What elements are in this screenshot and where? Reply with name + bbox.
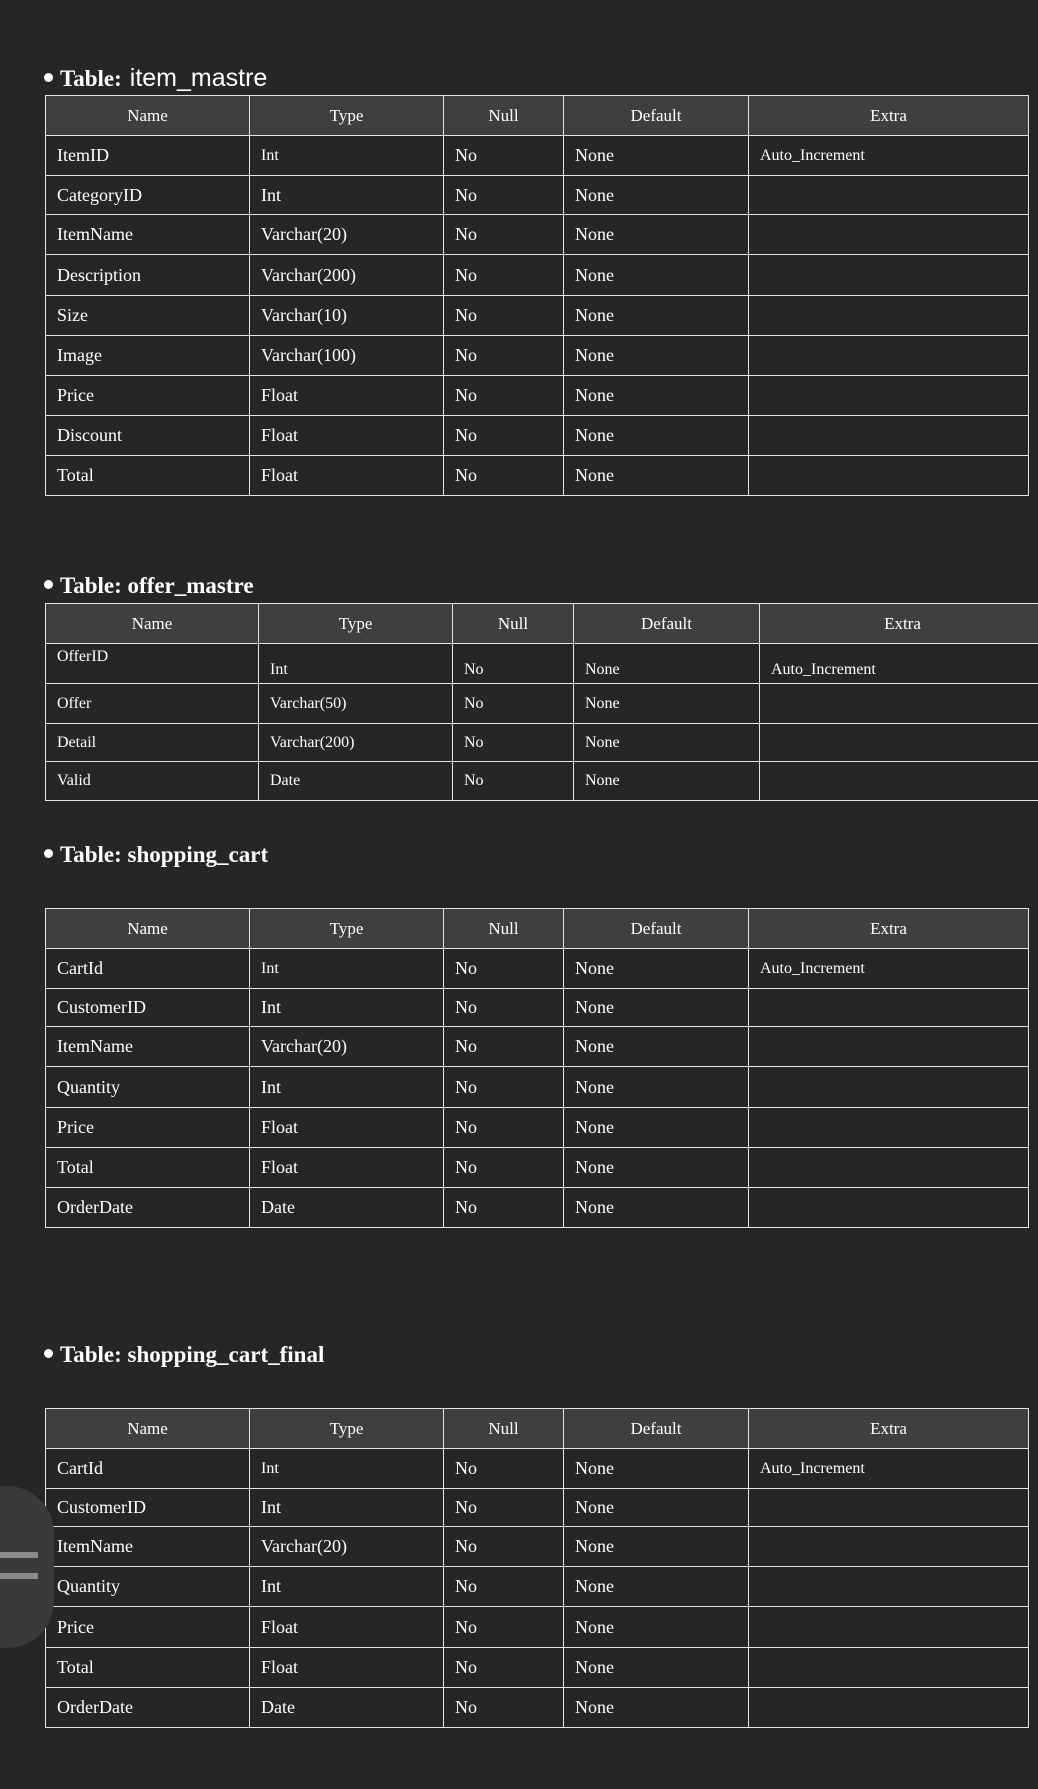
cell-type: Float bbox=[250, 1108, 444, 1148]
cell-name: Quantity bbox=[46, 1067, 250, 1108]
table-header-row bbox=[46, 1409, 1029, 1449]
column-header-null: Null bbox=[444, 909, 564, 949]
cell-name: OfferID bbox=[46, 644, 259, 684]
cell-default: None bbox=[564, 416, 749, 456]
cell-extra: Auto_Increment bbox=[749, 136, 1029, 176]
cell-default: None bbox=[564, 1607, 749, 1648]
cell-default: None bbox=[564, 1449, 749, 1489]
cell-type: Varchar(50) bbox=[259, 684, 453, 724]
cell-name: Image bbox=[46, 336, 250, 376]
column-header-default: Default bbox=[564, 96, 749, 136]
table-row bbox=[46, 762, 1038, 801]
cell-default: None bbox=[564, 296, 749, 336]
cell-name: ItemName bbox=[46, 1527, 250, 1567]
table-header-row bbox=[46, 909, 1029, 949]
column-header-default: Default bbox=[564, 1409, 749, 1449]
column-header-null: Null bbox=[444, 96, 564, 136]
column-header-extra: Extra bbox=[749, 1409, 1029, 1449]
table-heading-shopping-cart bbox=[44, 841, 268, 869]
cell-name: Detail bbox=[46, 724, 259, 762]
cell-extra bbox=[749, 989, 1029, 1027]
cell-type: Int bbox=[259, 644, 453, 684]
cell-null: No bbox=[444, 1567, 564, 1607]
cell-default: None bbox=[564, 376, 749, 416]
cell-default: None bbox=[564, 989, 749, 1027]
heading-table-name: shopping_cart bbox=[127, 842, 269, 867]
column-header-extra: Extra bbox=[749, 909, 1029, 949]
table-row bbox=[46, 336, 1029, 376]
cell-null: No bbox=[444, 215, 564, 255]
schema-table-offer-mastre bbox=[45, 603, 1038, 801]
cell-type: Varchar(20) bbox=[250, 1527, 444, 1567]
bullet-icon bbox=[44, 580, 53, 589]
cell-default: None bbox=[564, 1648, 749, 1688]
table-row bbox=[46, 1108, 1029, 1148]
cell-type: Int bbox=[250, 1449, 444, 1489]
cell-type: Date bbox=[250, 1188, 444, 1228]
cell-type: Date bbox=[250, 1688, 444, 1728]
cell-null: No bbox=[444, 1148, 564, 1188]
cell-extra bbox=[749, 1688, 1029, 1728]
cell-default: None bbox=[564, 456, 749, 496]
table-row bbox=[46, 1567, 1029, 1607]
cell-name: Total bbox=[46, 1648, 250, 1688]
cell-type: Float bbox=[250, 1648, 444, 1688]
column-header-type: Type bbox=[250, 96, 444, 136]
column-header-type: Type bbox=[250, 909, 444, 949]
cell-default: None bbox=[574, 684, 760, 724]
cell-default: None bbox=[564, 1148, 749, 1188]
cell-name: ItemID bbox=[46, 136, 250, 176]
cell-default: None bbox=[564, 1527, 749, 1567]
cell-null: No bbox=[444, 1607, 564, 1648]
table-header-row bbox=[46, 604, 1038, 644]
cell-default: None bbox=[564, 176, 749, 215]
cell-null: No bbox=[444, 1648, 564, 1688]
table-heading-item-mastre bbox=[44, 64, 267, 93]
cell-null: No bbox=[444, 1688, 564, 1728]
column-header-type: Type bbox=[259, 604, 453, 644]
heading-table-name: item_mastre bbox=[129, 64, 268, 92]
cell-extra: Auto_Increment bbox=[749, 949, 1029, 989]
column-header-extra: Extra bbox=[760, 604, 1038, 644]
cell-extra: Auto_Increment bbox=[749, 1449, 1029, 1489]
cell-type: Int bbox=[250, 1567, 444, 1607]
heading-label: Table: bbox=[60, 1342, 122, 1367]
table-row bbox=[46, 949, 1029, 989]
cell-null: No bbox=[444, 989, 564, 1027]
cell-null: No bbox=[444, 1489, 564, 1527]
cell-type: Int bbox=[250, 136, 444, 176]
cell-extra bbox=[749, 1567, 1029, 1607]
cell-extra bbox=[749, 376, 1029, 416]
cell-default: None bbox=[564, 215, 749, 255]
table-row bbox=[46, 1489, 1029, 1527]
cell-type: Int bbox=[250, 949, 444, 989]
cell-name: Price bbox=[46, 376, 250, 416]
cell-type: Varchar(10) bbox=[250, 296, 444, 336]
bullet-icon bbox=[44, 1349, 53, 1358]
cell-null: No bbox=[444, 336, 564, 376]
heading-table-name: shopping_cart_final bbox=[127, 1342, 325, 1367]
cell-extra bbox=[760, 762, 1038, 801]
cell-name: Quantity bbox=[46, 1567, 250, 1607]
cell-name: OrderDate bbox=[46, 1688, 250, 1728]
cell-null: No bbox=[444, 255, 564, 296]
cell-extra bbox=[749, 215, 1029, 255]
table-row bbox=[46, 176, 1029, 215]
table-row bbox=[46, 1688, 1029, 1728]
cell-name: Valid bbox=[46, 762, 259, 801]
cell-extra: Auto_Increment bbox=[760, 644, 1038, 684]
cell-default: None bbox=[564, 1188, 749, 1228]
cell-null: No bbox=[453, 684, 574, 724]
cell-name: Offer bbox=[46, 684, 259, 724]
cell-extra bbox=[749, 255, 1029, 296]
table-row bbox=[46, 1607, 1029, 1648]
table-row bbox=[46, 989, 1029, 1027]
cell-type: Float bbox=[250, 416, 444, 456]
cell-name: Total bbox=[46, 456, 250, 496]
cell-name: ItemName bbox=[46, 215, 250, 255]
cell-null: No bbox=[444, 136, 564, 176]
cell-default: None bbox=[564, 949, 749, 989]
schema-table-shopping-cart-final bbox=[45, 1408, 1029, 1728]
cell-default: None bbox=[564, 336, 749, 376]
cell-extra bbox=[749, 1108, 1029, 1148]
cell-null: No bbox=[453, 762, 574, 801]
cell-type: Date bbox=[259, 762, 453, 801]
cell-null: No bbox=[453, 644, 574, 684]
cell-name: Price bbox=[46, 1108, 250, 1148]
table-row bbox=[46, 416, 1029, 456]
cell-null: No bbox=[444, 949, 564, 989]
cell-null: No bbox=[444, 1067, 564, 1108]
cell-extra bbox=[749, 336, 1029, 376]
column-header-name: Name bbox=[46, 604, 259, 644]
cell-default: None bbox=[564, 255, 749, 296]
cell-type: Varchar(100) bbox=[250, 336, 444, 376]
cell-extra bbox=[749, 416, 1029, 456]
bullet-icon bbox=[44, 73, 53, 82]
cell-name: CustomerID bbox=[46, 989, 250, 1027]
column-header-name: Name bbox=[46, 1409, 250, 1449]
cell-type: Int bbox=[250, 1067, 444, 1108]
cell-name: Price bbox=[46, 1607, 250, 1648]
cell-default: None bbox=[564, 1027, 749, 1067]
cell-default: None bbox=[574, 724, 760, 762]
column-header-name: Name bbox=[46, 96, 250, 136]
column-header-default: Default bbox=[574, 604, 760, 644]
cell-type: Float bbox=[250, 1148, 444, 1188]
cell-extra bbox=[749, 1489, 1029, 1527]
cell-extra bbox=[760, 684, 1038, 724]
table-heading-shopping-cart-final bbox=[44, 1341, 324, 1369]
cell-type: Int bbox=[250, 176, 444, 215]
table-row bbox=[46, 456, 1029, 496]
table-row bbox=[46, 1527, 1029, 1567]
cell-name: Total bbox=[46, 1148, 250, 1188]
cell-default: None bbox=[564, 1688, 749, 1728]
cell-type: Int bbox=[250, 1489, 444, 1527]
cell-type: Int bbox=[250, 989, 444, 1027]
cell-null: No bbox=[444, 1188, 564, 1228]
drag-handle-icon[interactable] bbox=[0, 1486, 54, 1648]
cell-default: None bbox=[574, 762, 760, 801]
cell-extra bbox=[749, 1067, 1029, 1108]
cell-name: OrderDate bbox=[46, 1188, 250, 1228]
cell-default: None bbox=[564, 1067, 749, 1108]
cell-extra bbox=[749, 456, 1029, 496]
cell-name: Size bbox=[46, 296, 250, 336]
cell-extra bbox=[749, 1648, 1029, 1688]
cell-name: CustomerID bbox=[46, 1489, 250, 1527]
table-row bbox=[46, 296, 1029, 336]
cell-default: None bbox=[574, 644, 760, 684]
cell-null: No bbox=[444, 1449, 564, 1489]
cell-extra bbox=[760, 724, 1038, 762]
cell-null: No bbox=[444, 1027, 564, 1067]
table-row bbox=[46, 644, 1038, 684]
column-header-extra: Extra bbox=[749, 96, 1029, 136]
cell-null: No bbox=[444, 1108, 564, 1148]
cell-type: Varchar(20) bbox=[250, 1027, 444, 1067]
table-row bbox=[46, 1148, 1029, 1188]
cell-type: Varchar(200) bbox=[250, 255, 444, 296]
cell-name: CartId bbox=[46, 1449, 250, 1489]
cell-default: None bbox=[564, 136, 749, 176]
table-heading-offer-mastre bbox=[44, 572, 254, 600]
cell-extra bbox=[749, 1188, 1029, 1228]
cell-extra bbox=[749, 1607, 1029, 1648]
table-row bbox=[46, 1027, 1029, 1067]
cell-extra bbox=[749, 1148, 1029, 1188]
heading-label: Table: bbox=[60, 573, 122, 598]
table-row bbox=[46, 376, 1029, 416]
cell-type: Float bbox=[250, 456, 444, 496]
table-header-row bbox=[46, 96, 1029, 136]
table-row bbox=[46, 215, 1029, 255]
cell-null: No bbox=[444, 176, 564, 215]
cell-null: No bbox=[444, 296, 564, 336]
bullet-icon bbox=[44, 849, 53, 858]
column-header-name: Name bbox=[46, 909, 250, 949]
cell-type: Float bbox=[250, 376, 444, 416]
cell-extra bbox=[749, 176, 1029, 215]
table-row bbox=[46, 1648, 1029, 1688]
column-header-null: Null bbox=[453, 604, 574, 644]
cell-name: Discount bbox=[46, 416, 250, 456]
drag-handle-bar bbox=[0, 1573, 38, 1579]
cell-extra bbox=[749, 1027, 1029, 1067]
table-row bbox=[46, 255, 1029, 296]
cell-type: Float bbox=[250, 1607, 444, 1648]
table-row bbox=[46, 136, 1029, 176]
column-header-null: Null bbox=[444, 1409, 564, 1449]
cell-default: None bbox=[564, 1108, 749, 1148]
column-header-default: Default bbox=[564, 909, 749, 949]
drag-handle-bar bbox=[0, 1552, 38, 1558]
table-row bbox=[46, 1188, 1029, 1228]
schema-table-shopping-cart bbox=[45, 908, 1029, 1228]
column-header-type: Type bbox=[250, 1409, 444, 1449]
cell-default: None bbox=[564, 1489, 749, 1527]
cell-type: Varchar(20) bbox=[250, 215, 444, 255]
table-row bbox=[46, 1449, 1029, 1489]
heading-table-name: offer_mastre bbox=[127, 573, 254, 598]
cell-type: Varchar(200) bbox=[259, 724, 453, 762]
table-row bbox=[46, 1067, 1029, 1108]
cell-null: No bbox=[444, 416, 564, 456]
cell-null: No bbox=[444, 1527, 564, 1567]
cell-null: No bbox=[444, 376, 564, 416]
cell-name: ItemName bbox=[46, 1027, 250, 1067]
table-row bbox=[46, 724, 1038, 762]
cell-null: No bbox=[453, 724, 574, 762]
cell-extra bbox=[749, 296, 1029, 336]
cell-name: CategoryID bbox=[46, 176, 250, 215]
heading-label: Table: bbox=[60, 66, 122, 91]
table-row bbox=[46, 684, 1038, 724]
cell-null: No bbox=[444, 456, 564, 496]
cell-extra bbox=[749, 1527, 1029, 1567]
schema-table-item-mastre bbox=[45, 95, 1029, 496]
cell-name: CartId bbox=[46, 949, 250, 989]
cell-default: None bbox=[564, 1567, 749, 1607]
heading-label: Table: bbox=[60, 842, 122, 867]
cell-name: Description bbox=[46, 255, 250, 296]
